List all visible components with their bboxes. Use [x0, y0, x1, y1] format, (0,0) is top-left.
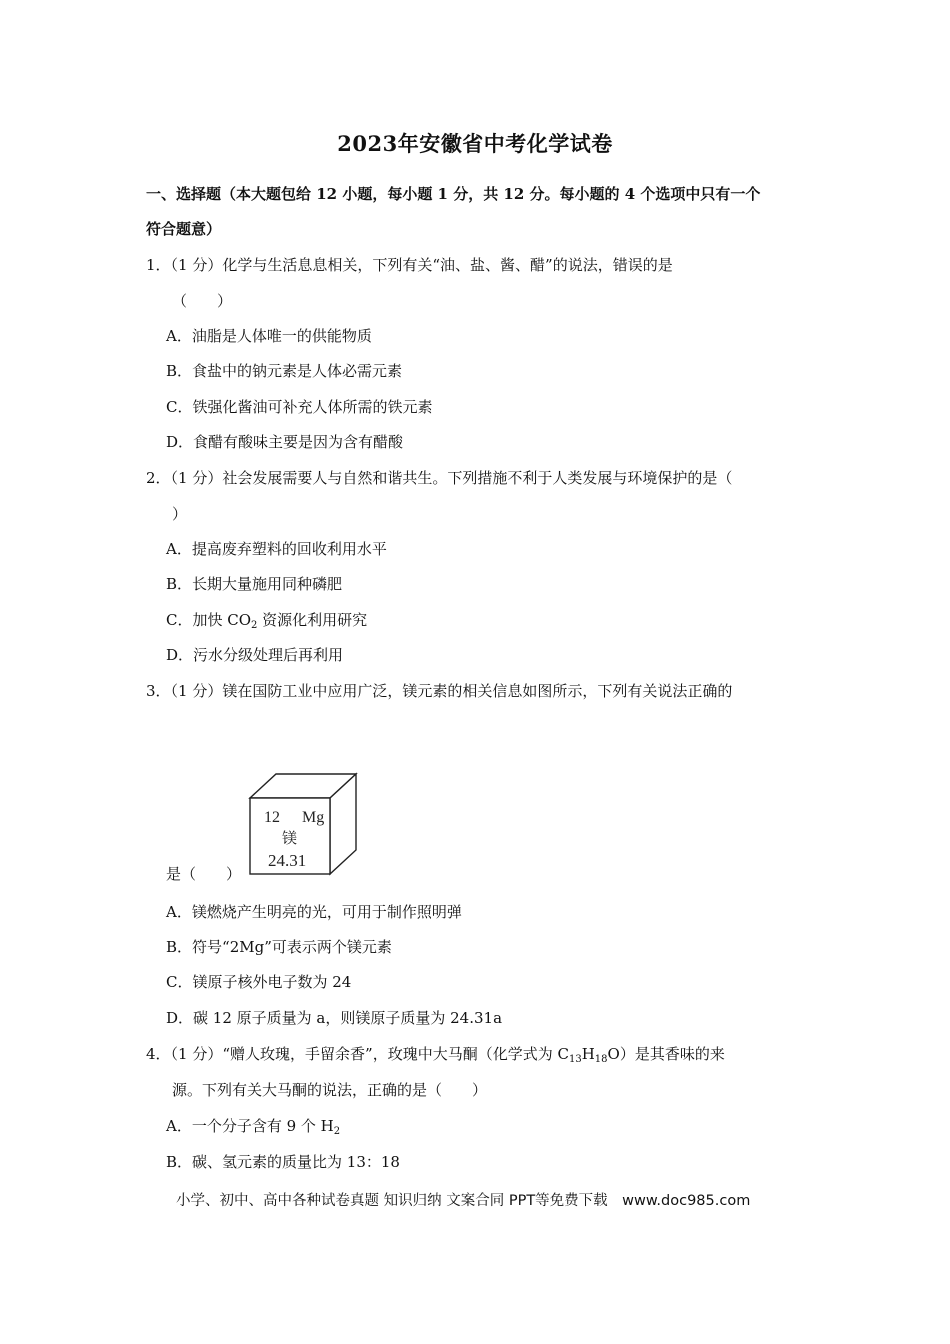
question-4-stem-cont: 源。下列有关大马酮的说法，正确的是（ ）: [172, 1081, 488, 1099]
element-atomic-number: 12: [264, 809, 280, 826]
question-1-option-d: D．食醋有酸味主要是因为含有醋酸: [166, 433, 404, 451]
question-4-option-b: B．碳、氢元素的质量比为 13：18: [166, 1153, 400, 1171]
question-1-option-b: B．食盐中的钠元素是人体必需元素: [166, 362, 403, 380]
question-3-option-b: B．符号“2Mg”可表示两个镁元素: [166, 938, 392, 956]
question-1-blank: （ ）: [172, 292, 233, 310]
question-1-stem: 1．（1 分）化学与生活息息相关，下列有关“油、盐、酱、醋”的说法，错误的是: [146, 256, 673, 274]
section-heading-cont: 符合题意）: [146, 220, 222, 238]
question-2-option-b: B．长期大量施用同种磷肥: [166, 575, 343, 593]
page-title: 2023年安徽省中考化学试卷: [337, 131, 613, 156]
question-2-option-a: A．提高废弃塑料的回收利用水平: [166, 540, 387, 558]
question-2-stem: 2．（1 分）社会发展需要人与自然和谐共生。下列措施不利于人类发展与环境保护的是（: [146, 469, 733, 487]
question-4-option-a: A．一个分子含有 9 个 $H_2$: [166, 1117, 341, 1137]
element-atomic-mass: 24.31: [268, 851, 307, 870]
question-3-option-d: D．碳 12 原子质量为 a，则镁原子质量为 24.31a: [166, 1009, 503, 1027]
question-3-option-a: A．镁燃烧产生明亮的光，可用于制作照明弹: [166, 903, 462, 921]
element-name: 镁: [282, 829, 298, 847]
section-heading: 一、选择题（本大题包给 12 小题，每小题 1 分，共 12 分。每小题的 4 个选项中只有一个: [146, 185, 761, 203]
question-3-stem: 3．（1 分）镁在国防工业中应用广泛，镁元素的相关信息如图所示，下列有关说法正确的: [146, 682, 733, 700]
magnesium-element-card: [244, 772, 362, 880]
question-1-option-c: C．铁强化酱油可补充人体所需的铁元素: [166, 398, 433, 416]
footer-watermark: 小学、初中、高中各种试卷真题 知识归纳 文案合同 PPT等免费下载 www.doc985.com: [176, 1193, 751, 1209]
question-3-blank: 是（ ）: [166, 865, 242, 883]
question-4-stem: 4．（1 分）“赠人玫瑰，手留余香”，玫瑰中大马酮（化学式为 $C_{13}H_{18}O$）是其香味的来: [146, 1045, 725, 1065]
question-1-option-a: A．油脂是人体唯一的供能物质: [166, 327, 372, 345]
question-2-option-d: D．污水分级处理后再利用: [166, 646, 344, 664]
question-3-option-c: C．镁原子核外电子数为 24: [166, 973, 352, 991]
question-2-option-c: C．加快 $CO_2$ 资源化利用研究: [166, 611, 368, 631]
question-2-blank: ）: [172, 505, 188, 523]
element-symbol: Mg: [302, 809, 325, 826]
